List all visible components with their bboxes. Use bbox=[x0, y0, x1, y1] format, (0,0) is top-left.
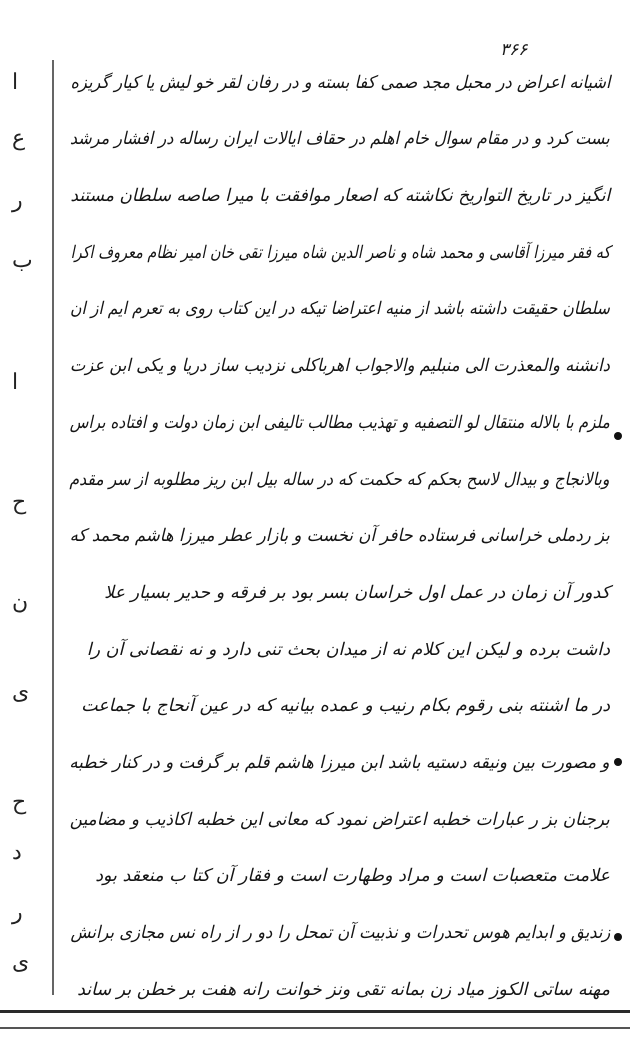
manuscript-line bbox=[60, 163, 610, 220]
manuscript-line bbox=[60, 107, 610, 164]
margin-dot bbox=[614, 432, 622, 440]
manuscript-line-text: مهنه ساتی الکوز میاد زن بمانه تقی ونز خوانت رانه هفت بر خطن بر ساند bbox=[77, 979, 610, 1000]
manuscript-line bbox=[60, 390, 610, 447]
margin-mark: ر bbox=[12, 188, 23, 213]
manuscript-line-text: ملزم با بالاله منتقال لو التصفیه و تهذیب مطالب تالیفی ابن زمان دولت و افتاده براس bbox=[69, 412, 610, 433]
manuscript-line bbox=[60, 50, 610, 107]
margin-mark: ح bbox=[12, 490, 27, 515]
manuscript-line bbox=[60, 787, 610, 844]
margin-annotations bbox=[6, 70, 36, 975]
manuscript-line bbox=[60, 220, 610, 277]
margin-dot bbox=[614, 933, 622, 941]
manuscript-line bbox=[60, 844, 610, 901]
manuscript-line-text: انگیز در تاریخ التواریخ نکاشته که اصعار موافقت با میرا صاصه سلطان مستند bbox=[70, 186, 610, 207]
manuscript-line-text: برجنان بز ر عبارات خطبه اعتراض نمود که معانی این خطبه اکاذیب و مضامین bbox=[69, 809, 610, 830]
manuscript-line-text: علامت متعصبات است و مراد وطهارت است و فقار آن کتا ب منعقد بود bbox=[95, 866, 610, 887]
manuscript-line bbox=[60, 560, 610, 617]
manuscript-line-text: بز ردملی خراسانی فرستاده حافر آن نخست و بازار عطر میرزا هاشم محمد که bbox=[69, 526, 610, 547]
manuscript-line bbox=[60, 730, 610, 787]
margin-dot bbox=[614, 758, 622, 766]
manuscript-line-text: در ما اشنته بنی رقوم بکام رنیب و عمده بیانیه که در عین آنحاج با جماعت bbox=[81, 696, 610, 717]
manuscript-line bbox=[60, 277, 610, 334]
manuscript-line bbox=[60, 333, 610, 390]
scan-left-edge bbox=[52, 60, 54, 995]
scan-bottom-edge-secondary bbox=[0, 1027, 630, 1029]
manuscript-line-text: کدور آن زمان در عمل اول خراسان بسر بود بر فرقه و حدیر بسیار علا bbox=[104, 582, 610, 603]
manuscript-line-text: داشت برده و لیکن این کلام نه از میدان بحث تنی دارد و نه نقصانی آن را bbox=[86, 639, 610, 660]
manuscript-line-text: دانشنه والمعذرت الی منبلیم والاجواب اهرباکلی نزدیب ساز دریا و یکی ابن عزت bbox=[70, 356, 610, 377]
margin-mark: ی bbox=[12, 950, 30, 975]
manuscript-line bbox=[60, 900, 610, 957]
manuscript-line-text: و مصورت بین ونیقه دستیه باشد ابن میرزا هاشم قلم بر گرفت و در کنار خطبه bbox=[69, 752, 610, 773]
manuscript-line-text: سلطان حقیقت داشته باشد از منیه اعتراضا تیکه در این کتاب روی به تعرم ایم از ان bbox=[70, 299, 610, 320]
manuscript-line bbox=[60, 617, 610, 674]
margin-mark: ی bbox=[12, 680, 30, 705]
margin-mark: ن bbox=[12, 590, 29, 615]
manuscript-line-text: اشیانه اعراض در محبل مجد صمی کفا بسته و در رفان لقر خو لیش یا کیار گریزه bbox=[70, 72, 610, 93]
margin-mark: ا bbox=[12, 70, 19, 95]
page-number: ۳۶۶ bbox=[500, 40, 528, 60]
manuscript-line bbox=[60, 674, 610, 731]
manuscript-line-text: که فقر میرزا آقاسی و محمد شاه و ناصر الدین شاه میرزا تقی خان امیر نظام معروف اکرا bbox=[70, 242, 610, 263]
manuscript-text-block bbox=[60, 50, 610, 1014]
margin-mark: ا bbox=[12, 370, 19, 395]
margin-mark: ح bbox=[12, 790, 27, 815]
margin-mark: ع bbox=[12, 126, 26, 151]
margin-mark: ب bbox=[12, 248, 33, 273]
margin-mark: د bbox=[12, 840, 22, 865]
margin-mark: ر bbox=[12, 900, 23, 925]
manuscript-line-text: بست کرد و در مقام سوال خام اهلم در حقاف ایالات ایران رساله در افشار مرشد bbox=[70, 129, 610, 150]
manuscript-line-text: زندیق و ابدایم هوس تحدرات و نذبیت آن تمحل را دو ر از راه نس مجازی برانش bbox=[70, 923, 610, 943]
manuscript-line bbox=[60, 447, 610, 504]
manuscript-line bbox=[60, 504, 610, 561]
manuscript-line-text: وبالانجاج و بیدال لاسح بحکم که حکمت که در ساله بیل ابن ریز مطلوبه از سر مقدم bbox=[69, 469, 610, 490]
manuscript-line bbox=[60, 957, 610, 1014]
